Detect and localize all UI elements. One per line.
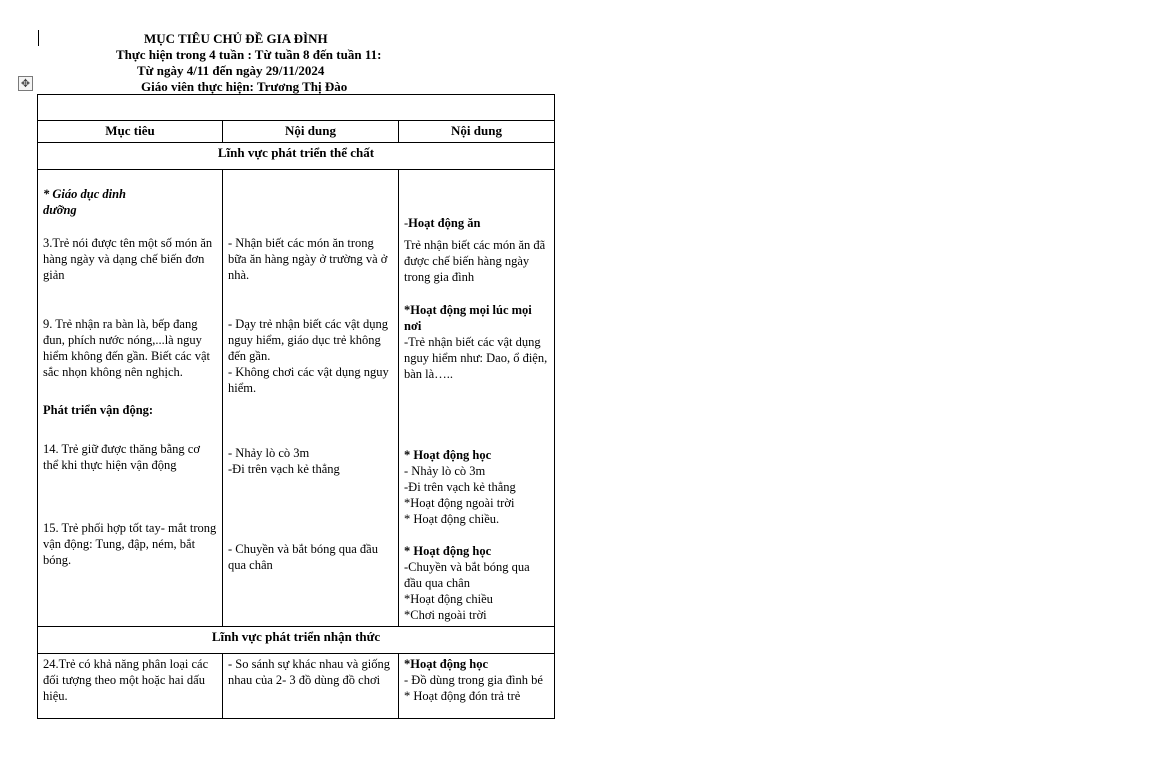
- activity-anytime-text: -Trẻ nhận biết các vật dụng nguy hiểm như: Dao, ổ điện, bàn là…..: [404, 335, 548, 381]
- content-3: - Nhận biết các món ăn trong bữa ăn hàng ngày ở trường và ở nhà.: [228, 236, 388, 282]
- col-header-noi-dung[interactable]: Nội dung: [223, 121, 399, 143]
- section-row-cognitive: [38, 627, 555, 654]
- content-14a: - Nhảy lò cò 3m: [228, 446, 310, 460]
- section-heading-physical[interactable]: Lĩnh vực phát triển thể chất: [38, 143, 555, 170]
- activity-learning-2-heading: * Hoạt động học: [404, 544, 492, 558]
- activity-learning-line-4: * Hoạt động chiều.: [404, 512, 500, 526]
- content-cell-physical[interactable]: [223, 170, 399, 627]
- document-dates: Từ ngày 4/11 đến ngày 29/11/2024: [137, 63, 325, 78]
- objectives-table: [37, 94, 555, 719]
- activity-learning-line-2: -Đi trên vạch kẻ thẳng: [404, 480, 516, 494]
- activity-eating-text: Trẻ nhận biết các món ăn đã được chế biến hàng ngày trong gia đình: [404, 238, 546, 284]
- content-cell-cognitive[interactable]: [223, 654, 399, 719]
- section-heading-cognitive[interactable]: Lĩnh vực phát triển nhận thức: [38, 627, 555, 654]
- col-header-noi-dung-2[interactable]: Nội dung: [399, 121, 555, 143]
- document-title: MỤC TIÊU CHỦ ĐỀ GIA ĐÌNH: [144, 31, 328, 46]
- activities-cell-cognitive[interactable]: [399, 654, 555, 719]
- content-9a: - Dạy trẻ nhận biết các vật dụng nguy hiểm, giáo dục trẻ không đến gần.: [228, 317, 389, 363]
- motor-dev-heading: Phát triển vận động:: [43, 403, 154, 417]
- column-header-row: [38, 121, 555, 143]
- content-24: - So sánh sự khác nhau và giống nhau của 2- 3 đồ dùng đồ chơi: [228, 657, 390, 687]
- objective-3: 3.Trẻ nói được tên một số món ăn hàng ngày và dạng chế biến đơn giản: [43, 236, 213, 282]
- nutrition-heading: * Giáo dục dinh dưỡng: [43, 187, 127, 217]
- activity-cognitive-line-2: * Hoạt động đón trả trẻ: [404, 689, 521, 703]
- objective-9: 9. Trẻ nhận ra bàn là, bếp đang đun, phích nước nóng,...là nguy hiểm không đến gần. Biết các vật sắc nhọn không nên nghịch.: [43, 317, 210, 379]
- content-9b: - Không chơi các vật dụng nguy hiểm.: [228, 365, 389, 395]
- content-14b: -Đi trên vạch kẻ thẳng: [228, 462, 340, 476]
- move-arrows-icon[interactable]: ✥: [18, 76, 33, 91]
- activity-cognitive-line-1: - Đồ dùng trong gia đình bé: [404, 673, 543, 687]
- activity-anytime-heading: *Hoạt động mọi lúc mọi nơi: [404, 303, 532, 333]
- section-row-physical: [38, 143, 555, 170]
- objectives-cell-physical[interactable]: [38, 170, 223, 627]
- empty-header-cell[interactable]: [38, 95, 555, 121]
- objective-24: 24.Trẻ có khả năng phân loại các đối tượng theo một hoặc hai dấu hiệu.: [43, 657, 209, 703]
- activity-learning-2-line-1: -Chuyền và bắt bóng qua đầu qua chân: [404, 560, 530, 590]
- activities-cell-physical[interactable]: [399, 170, 555, 627]
- activity-learning-heading: * Hoạt động học: [404, 448, 492, 462]
- objective-14: 14. Trẻ giữ được thăng bằng cơ thể khi thực hiện vận động: [43, 442, 200, 472]
- document-teacher: Giáo viên thực hiện: Trương Thị Đào: [141, 79, 348, 94]
- table-row-cognitive: [38, 654, 555, 719]
- empty-header-row: [38, 95, 555, 121]
- objectives-cell-cognitive[interactable]: [38, 654, 223, 719]
- activity-learning-2-line-3: *Chơi ngoài trời: [404, 608, 487, 622]
- activity-learning-line-1: - Nhảy lò cò 3m: [404, 464, 486, 478]
- col-header-muc-tieu[interactable]: Mục tiêu: [38, 121, 223, 143]
- text-cursor: [38, 30, 39, 46]
- objective-15: 15. Trẻ phối hợp tốt tay- mắt trong vận động: Tung, đập, ném, bắt bóng.: [43, 521, 217, 567]
- activity-learning-2-line-2: *Hoạt động chiều: [404, 592, 493, 606]
- content-15: - Chuyền và bắt bóng qua đầu qua chân: [228, 542, 378, 572]
- table-row-physical: [38, 170, 555, 627]
- activity-eating-heading: -Hoạt động ăn: [404, 216, 481, 230]
- document-period: Thực hiện trong 4 tuần : Từ tuần 8 đến tuần 11:: [116, 47, 382, 62]
- activity-cognitive-heading: *Hoạt động học: [404, 657, 489, 671]
- activity-learning-line-3: *Hoạt động ngoài trời: [404, 496, 515, 510]
